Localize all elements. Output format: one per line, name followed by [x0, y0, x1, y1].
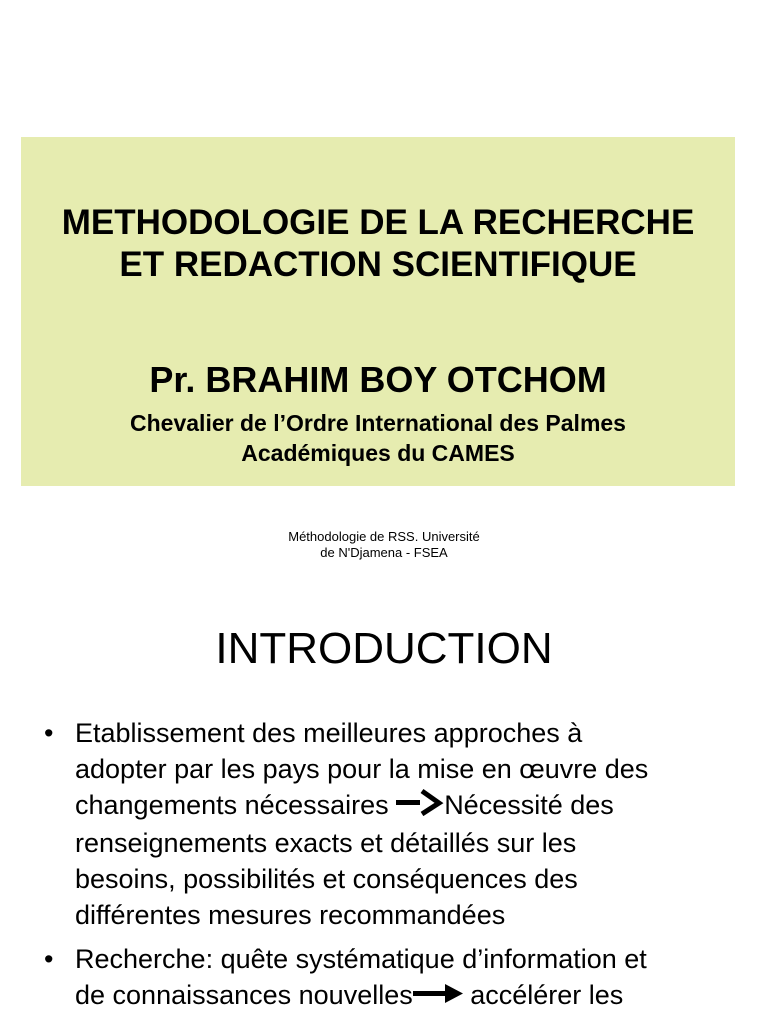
slide-title-line: ET REDACTION SCIENTIFIQUE [119, 245, 637, 284]
bullet-text-line [75, 977, 738, 1015]
author-distinction-line: Chevalier de l’Ordre International des Palmes [130, 410, 626, 436]
bullet-list [0, 715, 768, 1023]
bullet-text-line: différentes mesures recommandées [75, 900, 506, 931]
bullet-dot: • [44, 718, 54, 748]
bullet-text-segment: Nécessité des [444, 790, 614, 820]
bullet-text-line [75, 787, 738, 825]
slide-footer-note [0, 529, 768, 561]
footer-note-line: Méthodologie de RSS. Université [288, 529, 480, 544]
section-heading: INTRODUCTION [215, 624, 553, 673]
bullet-text-line: Recherche: quête systématique d’information et [75, 944, 647, 975]
right-arrow-icon [413, 979, 463, 1015]
bullet-text-segment: accélérer les [462, 980, 624, 1011]
footer-note-line: de N'Djamena - FSEA [320, 545, 448, 560]
slide-title [21, 202, 735, 286]
bullet-text-segment: de connaissances nouvelles [75, 980, 413, 1011]
bullet-text-line: adopter par les pays pour la mise en œuvre des [75, 754, 649, 784]
bullet-text-segment: changements nécessaires [75, 790, 397, 820]
author-distinction [21, 408, 735, 468]
bullet-item [0, 941, 768, 1015]
title-box [21, 137, 735, 486]
bullet-item [0, 715, 768, 933]
bullet-text-line: Etablissement des meilleures approches à [75, 718, 583, 748]
right-arrow-icon [396, 788, 444, 825]
author-name: Pr. BRAHIM BOY OTCHOM [149, 359, 607, 400]
author-distinction-line: Académiques du CAMES [241, 440, 515, 466]
bullet-dot: • [44, 944, 54, 975]
slide-title-line: METHODOLOGIE DE LA RECHERCHE [61, 203, 695, 242]
bullet-text-line: renseignements exacts et détaillés sur les [75, 828, 577, 859]
bullet-text-line: besoins, possibilités et conséquences des [75, 864, 578, 895]
